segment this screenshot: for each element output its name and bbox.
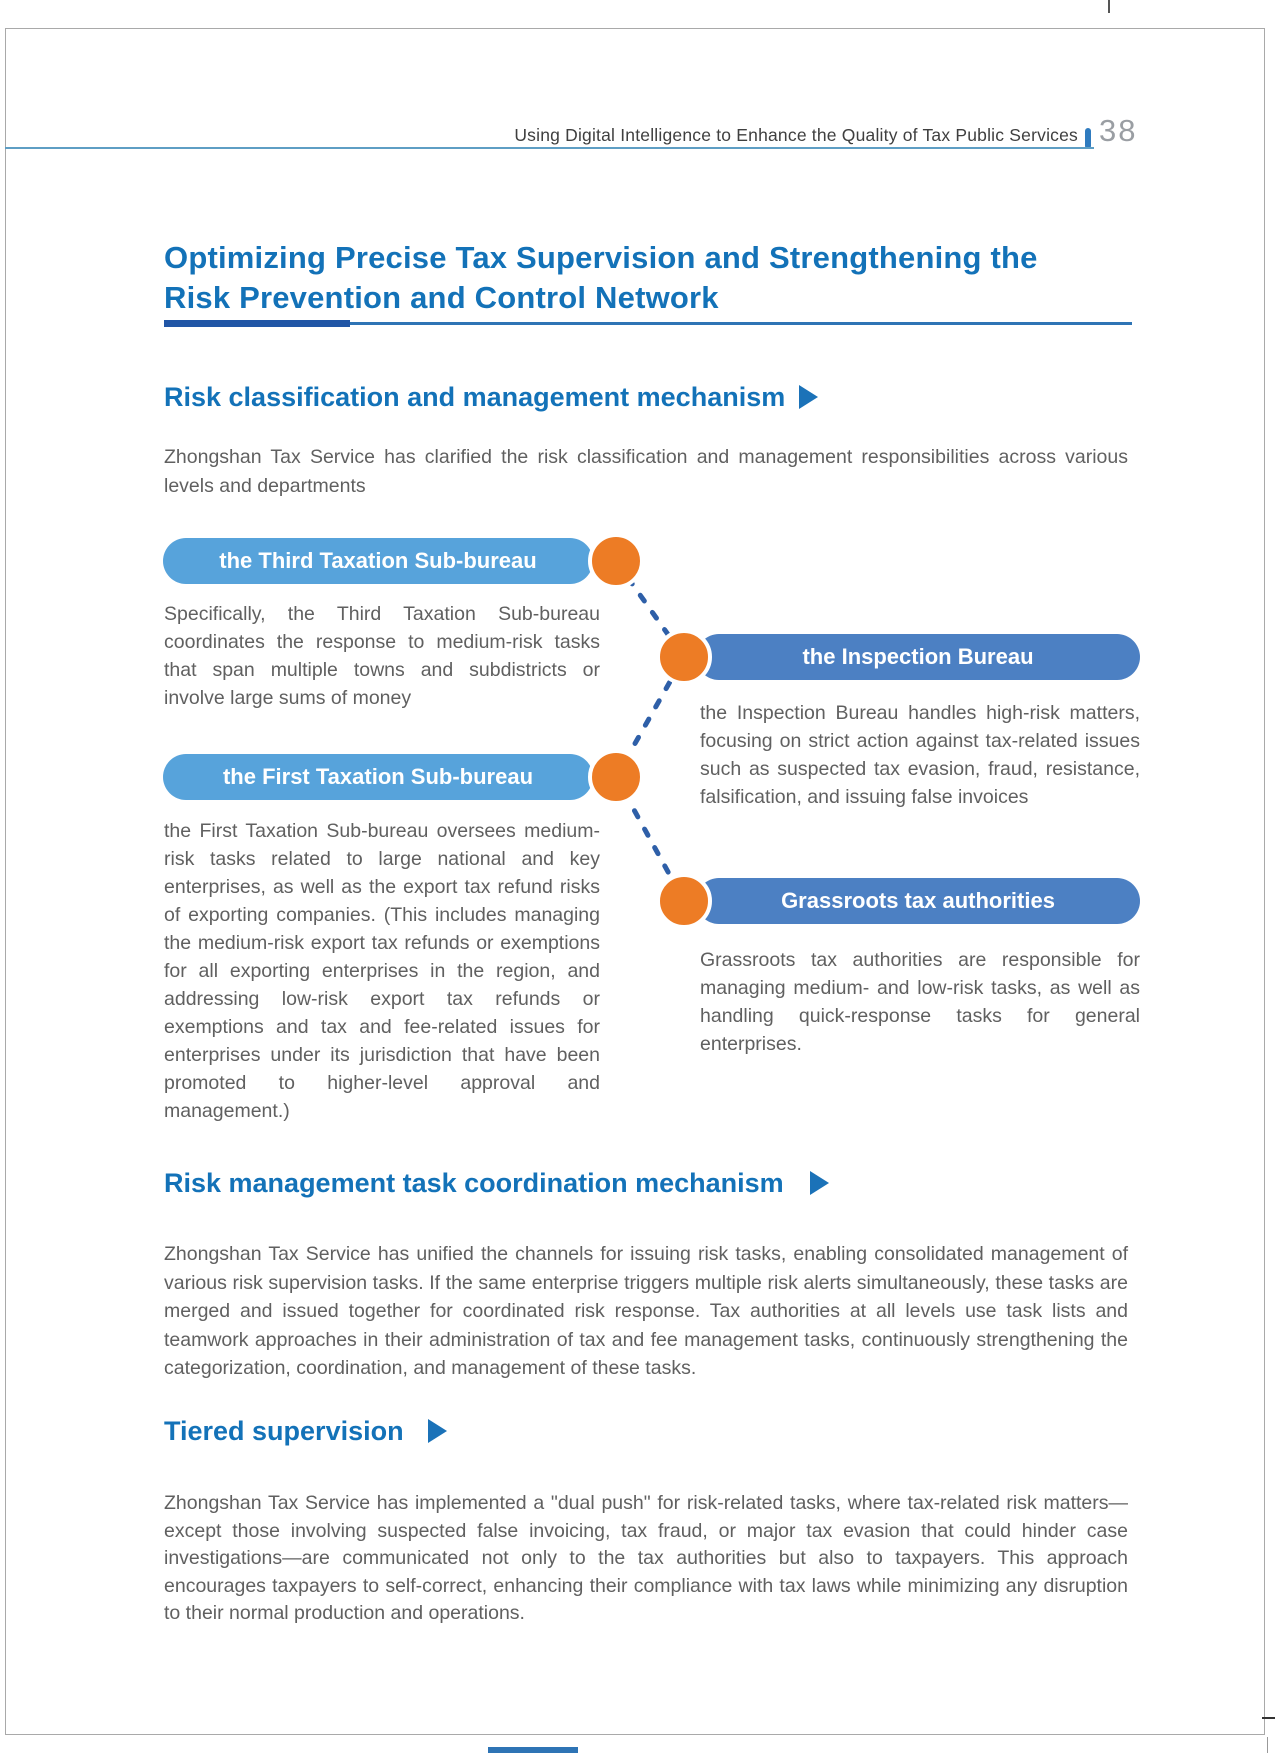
- section-body-text: Zhongshan Tax Service has unified the channels for issuing risk tasks, enabling consolidated management of various risk supervision tasks. If the same enterprise triggers multiple risk alerts simultaneously, these tasks are merged and issued together for coordinated risk response. Tax authorities at all levels use task lists and teamwork approaches in their administration of tax and fee management tasks, continuously strengthening the categorization, coordination, and management of these tasks.: [164, 1243, 1128, 1379]
- node-pill-third-sub-bureau: the Third Taxation Sub-bureau: [163, 538, 593, 584]
- node-description: the First Taxation Sub-bureau oversees medium-risk tasks related to large national and key enterprises, as well as the export tax refund risks of exporting companies. (This includes managing the medium-risk export tax refunds or exemptions for all exporting enterprises in the region, and addressing low-risk export tax refunds or exemptions and tax and fee-related issues for enterprises under its jurisdiction that have been promoted to higher-level approval and management.): [164, 820, 600, 1122]
- node-dot-icon: [588, 533, 644, 589]
- section-body-text: Zhongshan Tax Service has implemented a "dual push" for risk-related tasks, where tax-related risk matters—except those involving suspected false invoicing, tax fraud, or major tax evasion that could hinder case investigations—are communicated not only to the tax authorities but also to taxpayers. This approach encourages taxpayers to self-correct, enhancing their compliance with tax laws while minimizing any disruption to their normal production and operations.: [164, 1492, 1128, 1624]
- section-intro-text: Zhongshan Tax Service has clarified the risk classification and management responsibilities across various levels and departments: [164, 446, 1128, 497]
- section-heading-label: Tiered supervision: [164, 1416, 404, 1446]
- page-title: Optimizing Precise Tax Supervision and Strengthening the Risk Prevention and Control Network: [164, 240, 1038, 315]
- node-pill-grassroots: Grassroots tax authorities: [696, 878, 1140, 924]
- running-header-title: Using Digital Intelligence to Enhance the Quality of Tax Public Services: [514, 125, 1078, 145]
- node-description: Grassroots tax authorities are responsible for managing medium- and low-risk tasks, as well as handling quick-response tasks for general enterprises.: [700, 949, 1140, 1055]
- node-pill-first-sub-bureau: the First Taxation Sub-bureau: [163, 754, 593, 800]
- node-dot-icon: [588, 749, 644, 805]
- page-number: 38: [1099, 113, 1138, 148]
- node-dot-icon: [656, 873, 712, 929]
- section-heading-label: Risk classification and management mechanism: [164, 382, 786, 412]
- section-heading-label: Risk management task coordination mechanism: [164, 1168, 784, 1198]
- node-pill-inspection-bureau: the Inspection Bureau: [696, 634, 1140, 680]
- node-description: Specifically, the Third Taxation Sub-bureau coordinates the response to medium-risk tasks that span multiple towns and subdistricts or involve large sums of money: [164, 603, 600, 709]
- node-dot-icon: [656, 629, 712, 685]
- node-description: the Inspection Bureau handles high-risk matters, focusing on strict action against tax-related issues such as suspected tax evasion, fraud, resistance, falsification, and issuing false invoices: [700, 702, 1140, 808]
